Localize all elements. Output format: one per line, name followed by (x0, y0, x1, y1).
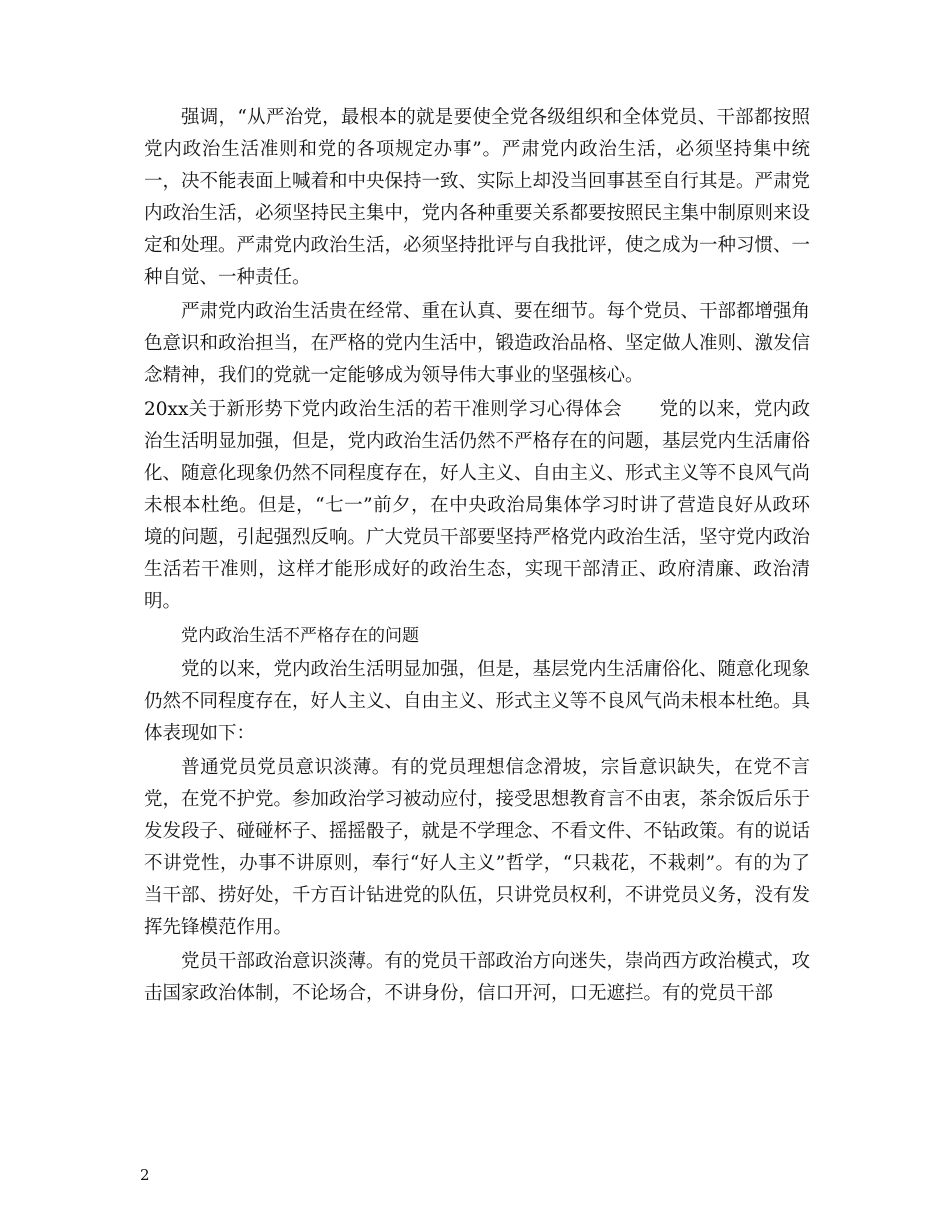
paragraph: 普通党员党员意识淡薄。有的党员理想信念滑坡，宗旨意识缺失，在党不言党，在党不护党。参加政治学习被动应付，接受思想教育言不由衷，茶余饭后乐于发发段子、碰碰杯子、摇摇骰子，就是不学理念、不看文件、不钻政策。有的说话不讲党性，办事不讲原则，奉行“好人主义”哲学，“只栽花，不栽刺”。有的为了当干部、捞好处，千方百计钻进党的队伍，只讲党员权利，不讲党员义务，没有发挥先锋模范作用。 (144, 757, 811, 938)
paragraph: 20xx关于新形势下党内政治生活的若干准则学习心得体会 党的以来，党内政治生活明显加强，但是，党内政治生活仍然不严格存在的问题，基层党内生活庸俗化、随意化现象仍然不同程度存在，好人主义、自由主义、形式主义等不良风气尚未根本杜绝。但是，“七一”前夕，在中央政治局集体学习时讲了营造良好从政环境的问题，引起强烈反响。广大党员干部要坚持严格党内政治生活，坚守党内政治生活若干准则，这样才能形成好的政治生态，实现干部清正、政府清廉、政治清明。 (144, 399, 811, 612)
paragraph: 党员干部政治意识淡薄。有的党员干部政治方向迷失，崇尚西方政治模式，攻击国家政治体制，不论场合，不讲身份，信口开河，口无遮拦。有的党员干部 (144, 951, 811, 1004)
section-heading: 党内政治生活不严格存在的问题 (181, 626, 419, 646)
page-number: 2 (140, 1166, 150, 1184)
paragraph: 强调，“从严治党，最根本的就是要使全党各级组织和全体党员、干部都按照党内政治生活准则和党的各项规定办事”。严肃党内政治生活，必须坚持集中统一，决不能表面上喊着和中央保持一致、实际上却没当回事甚至自行其是。严肃党内政治生活，必须坚持民主集中，党内各种重要关系都要按照民主集中制原则来设定和处理。严肃党内政治生活，必须坚持批评与自我批评，使之成为一种习惯、一种自觉、一种责任。 (144, 107, 811, 288)
paragraph: 严肃党内政治生活贵在经常、重在认真、要在细节。每个党员、干部都增强角色意识和政治担当，在严格的党内生活中，锻造政治品格、坚定做人准则、激发信念精神，我们的党就一定能够成为领导伟大事业的坚强核心。 (144, 301, 811, 386)
paragraph: 党的以来，党内政治生活明显加强，但是，基层党内生活庸俗化、随意化现象仍然不同程度存在，好人主义、自由主义、形式主义等不良风气尚未根本杜绝。具体表现如下： (144, 659, 811, 744)
document-body (144, 102, 810, 1012)
